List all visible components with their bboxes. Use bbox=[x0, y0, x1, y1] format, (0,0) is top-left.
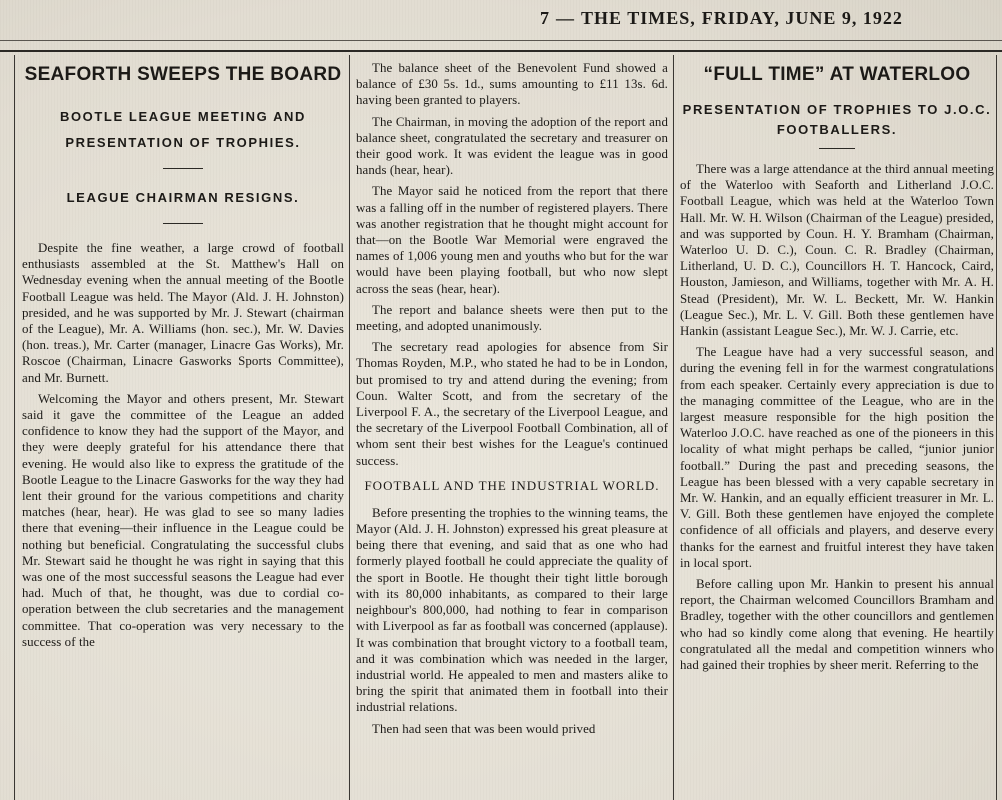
column-2 bbox=[356, 60, 668, 800]
article-paragraph: Welcoming the Mayor and others present, Mr. Stewart said it gave the committee of the League an added confidence to know they had the support of the Mayor, and they were deeply grateful for his attendance there that evening. He would also like to express the gratitude of the Bootle League to the Linacre Gasworks for the way they had lent their ground for the various competitions and charity matches (hear, hear). He was glad to see so many ladies there that evening—their influence in the League could be nothing but beneficial. Congratulating the successful clubs Mr. Stewart said he thought he was right in saying that this was one of the most successful seasons the League had ever had. Much of that, he thought, was due to cordial co-operation between the club secretaries and the management committee. That co-operation was very necessary to the success of the bbox=[22, 391, 344, 649]
column-1 bbox=[22, 60, 344, 800]
masthead-rule bbox=[0, 40, 1002, 41]
paper-name: THE TIMES, bbox=[581, 8, 696, 28]
article-paragraph: Before presenting the trophies to the winning teams, the Mayor (Ald. J. H. Johnston) expressed his great pleasure at being there that evening, and said that as one who had formerly played football he could appreciate the quality of the sport in Bootle. He thought their tight little borough with its 80,000 inhabitants, as compared to their large neighbour's 800,000, had nothing to fear in comparison with Liverpool as far as football was concerned (applause). It was combination that brought victory to a football team, and it was combination which was needed in the larger, industrial world. He appealed to men and masters alike to bring the spirit that animated them in football into their industrial relations. bbox=[356, 505, 668, 715]
article-subhead: PRESENTATION OF TROPHIES TO J.O.C. FOOTBALLERS. bbox=[682, 102, 992, 137]
article-paragraph: The secretary read apologies for absence from Sir Thomas Royden, M.P., who stated he had to be in London, but promised to try and attend during the evening; from Coun. Walter Scott, and from the secretary of the Liverpool F. A., the secretary of the Liverpool League, and the secretary of the Liverpool Football Combination, all of whom sent their best wishes for the League's continued success. bbox=[356, 340, 668, 468]
page-number: 7 bbox=[540, 8, 550, 28]
article-paragraph: Despite the fine weather, a large crowd of football enthusiasts assembled at the St. Matthew's Hall on Wednesday evening when the annual meeting of the Bootle Football League was held. The Mayor (Ald. J. H. Johnston) presided, and he was supported by Mr. J. Stewart (chairman of the League), Mr. A. Williams (hon. sec.), Mr. W. Davies (hon. treas.), Mr. Carter (manager, Linacre Gas Works), Mr. Roscoe (Chairman, Linacre Gasworks Sports Committee), and Mr. Burnett. bbox=[22, 241, 344, 385]
article-paragraph: The report and balance sheets were then put to the meeting, and adopted unanimously. bbox=[356, 302, 668, 334]
article-paragraph: The Mayor said he noticed from the report that there was a falling off in the number of registered players. There was another registration that he thought might account for that—on the Bootle War Memorial were engraved the names of 1,006 young men and youths who but for the war would have been playing football, but who now slept across the seas (hear, hear). bbox=[356, 184, 668, 296]
article-headline: “FULL TIME” AT WATERLOO bbox=[703, 64, 971, 85]
divider-rule bbox=[819, 148, 855, 149]
issue-date: FRIDAY, JUNE 9, 1922 bbox=[701, 8, 903, 28]
article-paragraph: Before calling upon Mr. Hankin to present his annual report, the Chairman welcomed Councillors Bramham and Bradley, together with the other councillors and gentlemen who had so kindly come along that evening. He heartily congratulated all the medal and competition winners who had gained their trophies by sheer merit. Referring to the bbox=[680, 577, 994, 673]
column-3 bbox=[680, 60, 994, 800]
article-subhead: BOOTLE LEAGUE MEETING AND PRESENTATION OF TROPHIES. bbox=[59, 109, 307, 150]
divider-rule bbox=[163, 223, 203, 224]
divider-rule bbox=[163, 168, 203, 169]
article-paragraph: The balance sheet of the Benevolent Fund showed a balance of £30 5s. 1d., sums amounting to £11 13s. 6d. having been granted to players. bbox=[356, 61, 668, 108]
masthead-rule-heavy bbox=[0, 50, 1002, 52]
article-paragraph: The Chairman, in moving the adoption of the report and balance sheet, congratulated the secretary and treasurer on their good work. It was evident the league was in good hands (hear, hear). bbox=[356, 114, 668, 178]
column-rule bbox=[14, 55, 15, 800]
article-paragraph: There was a large attendance at the third annual meeting of the Waterloo with Seaforth and Litherland J.O.C. Football League, which was held at the Waterloo Town Hall. Mr. W. H. Wilson (Chairman of the League) presided, and was supported by Coun. H. Y. Bramham (Chairman, Waterloo U. D. C.), Coun. C. R. Bradley (Chairman, Litherland, U. D. C.), Councillors H. T. Hancock, Caird, Houston, Jamieson, and Williams, together with Mr. A. H. Stead (President), Mr. W. L. Beckett, Mr. W. Hankin (League Sec.), Mr. L. V. Gill. Both these gentlemen have Hankin (assistant League Sec.), Mr. W. J. Carrie, etc. bbox=[680, 162, 994, 339]
article-paragraph: The League have had a very successful season, and during the evening fell in for the warmest congratulations from each speaker. Certainly every appreciation is due to the managing committee of the League, who are in the largest measure responsible for the high position the Waterloo J.O.C. have reached as one of the pioneers in this locality of what might perhaps be called, “junior junior football.” During the past and preceding seasons, the League has been blessed with a very capable secretary in Mr. W. Hankin, and an equally efficient treasurer in Mr. L. V. Gill. Both these gentlemen have enjoyed the complete confidence of all officials and players, and deserve every thanks for the earnest and fruitful interest they have taken in local sport. bbox=[680, 345, 994, 570]
article-paragraph: Then had seen that was been would prived bbox=[372, 721, 596, 736]
column-rule bbox=[673, 55, 674, 800]
column-rule bbox=[349, 55, 350, 800]
article-headline: SEAFORTH SWEEPS THE BOARD bbox=[24, 64, 342, 85]
section-heading: FOOTBALL AND THE INDUSTRIAL WORLD. bbox=[364, 477, 660, 493]
masthead: 7 — THE TIMES, FRIDAY, JUNE 9, 1922 bbox=[540, 8, 903, 28]
column-rule bbox=[996, 55, 997, 800]
article-subhead: LEAGUE CHAIRMAN RESIGNS. bbox=[66, 190, 300, 205]
